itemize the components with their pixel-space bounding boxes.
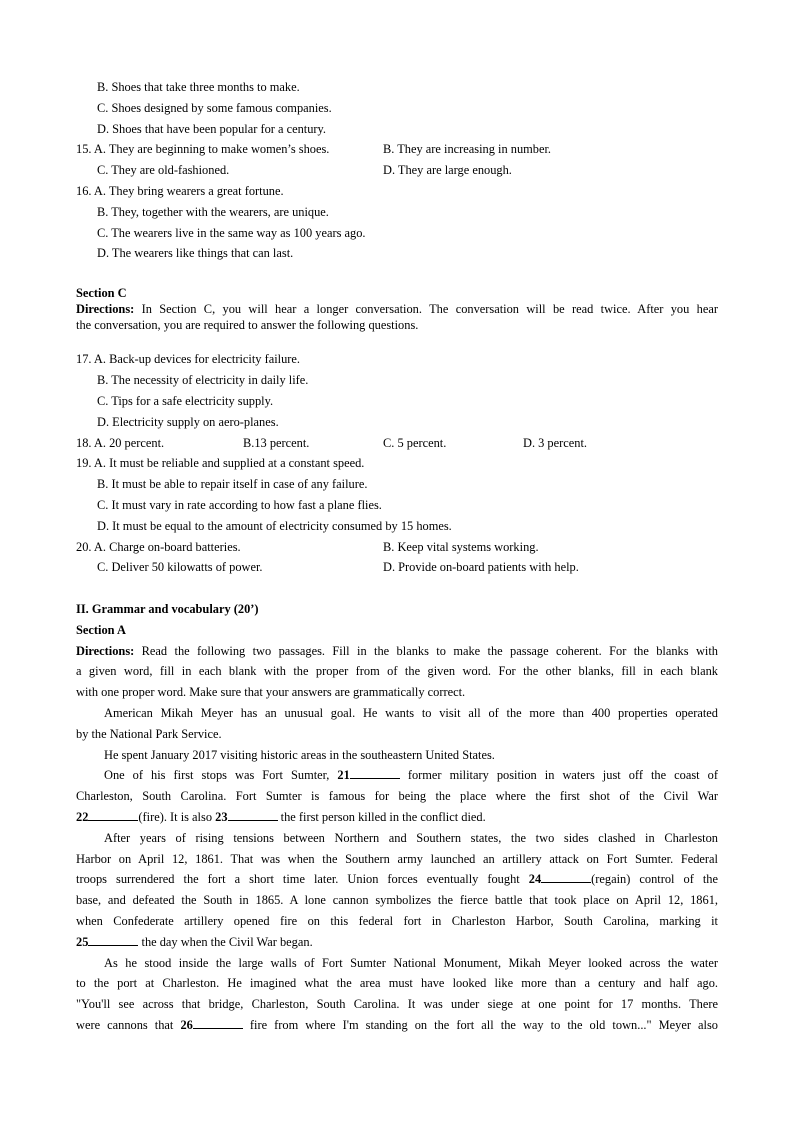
q15-option-a: A. They are beginning to make women’s shoes.: [93, 142, 330, 156]
directions-label: Directions:: [76, 302, 135, 316]
passage-p4-line-1: After years of rising tensions between Northern and Southern states, the two sides clashed in Charleston: [104, 831, 718, 845]
passage-p5-line-2: to the port at Charleston. He imagined what the area must have looked like more than a century and half ago.: [76, 976, 718, 990]
passage-p3-line-2: Charleston, South Carolina. Fort Sumter is famous for being the place where the first shot of the Civil War: [76, 789, 718, 803]
passage-p4-line-2: Harbor on April 12, 1861. That was when the Southern army launched an artillery attack on Fort Sumter. Federal: [76, 852, 718, 866]
q19-number: 19.: [76, 456, 92, 470]
q19-row-1: [76, 455, 364, 471]
blank-22-number: 22: [76, 810, 89, 824]
blank-21-number: 21: [337, 768, 350, 782]
q18-number: 18.: [76, 436, 92, 450]
q18-option-b: B.13 percent.: [243, 436, 310, 450]
blank-21[interactable]: [350, 767, 400, 779]
blank-23-number: 23: [215, 810, 228, 824]
section-c-directions-line-2: the conversation, you are required to answer the following questions.: [76, 318, 419, 332]
passage-p2: He spent January 2017 visiting historic areas in the southeastern United States.: [104, 748, 495, 762]
directions-label: Directions:: [76, 644, 135, 658]
q15-number: 15.: [76, 142, 92, 156]
q17-option-c: C. Tips for a safe electricity supply.: [97, 394, 274, 408]
q18-option-d: D. 3 percent.: [523, 436, 587, 450]
q17-row-1: [76, 351, 300, 367]
section-a-title: Section A: [76, 623, 126, 637]
blank-24-number: 24: [528, 872, 542, 886]
passage-p4-line-6: 25 the day when the Civil War began.: [76, 935, 313, 949]
q15-option-d: D. They are large enough.: [383, 163, 512, 177]
q17-number: 17.: [76, 352, 92, 366]
blank-25-number: 25: [76, 935, 89, 949]
q20-option-a: A. Charge on-board batteries.: [93, 540, 241, 554]
q14-option-c: C. Shoes designed by some famous companies.: [97, 101, 332, 115]
section-c-title: Section C: [76, 286, 127, 300]
q16-option-d: D. The wearers like things that can last.: [97, 246, 294, 260]
passage-p4-line-3: troops surrendered the fort a short time later. Union forces eventually fought 24 (regain) control of the: [76, 872, 718, 886]
blank-23[interactable]: [228, 809, 278, 821]
passage-p4-line-4: base, and defeated the South in 1865. A lone cannon symbolizes the fierce battle that took place on April 12, 1861,: [76, 893, 718, 907]
q14-option-d: D. Shoes that have been popular for a century.: [97, 122, 327, 136]
q19-option-d: D. It must be equal to the amount of electricity consumed by 15 homes.: [97, 519, 452, 533]
q20-option-d: D. Provide on-board patients with help.: [383, 560, 579, 574]
q16-row-1: [76, 183, 284, 199]
q20-option-c: C. Deliver 50 kilowatts of power.: [97, 560, 263, 574]
q19-option-b: B. It must be able to repair itself in case of any failure.: [97, 477, 368, 491]
q19-option-c: C. It must vary in rate according to how fast a plane flies.: [97, 498, 382, 512]
passage-p3-line-1: One of his first stops was Fort Sumter, 21 former military position in waters just off the coast of: [104, 768, 718, 782]
part-2-directions-line-1: Directions: Read the following two passages. Fill in the blanks to make the passage coherent. For the blanks with: [76, 644, 718, 658]
q20-number: 20.: [76, 540, 92, 554]
q17-option-a: A. Back-up devices for electricity failure.: [93, 352, 300, 366]
q15-option-b: B. They are increasing in number.: [383, 142, 552, 156]
passage-p3-line-3: 22 (fire). It is also 23 the first person killed in the conflict died.: [76, 810, 486, 824]
part-2-title: II. Grammar and vocabulary (20’): [76, 602, 259, 616]
blank-26[interactable]: [193, 1017, 243, 1029]
q18-row: [76, 435, 164, 451]
blank-22[interactable]: [88, 809, 138, 821]
q14-option-b: B. Shoes that take three months to make.: [97, 80, 300, 94]
q20-row-1: [76, 539, 241, 555]
blank-26-number: 26: [180, 1018, 193, 1032]
part-2-directions-line-3: with one proper word. Make sure that your answers are grammatically correct.: [76, 685, 466, 699]
part-2-directions-line-2: a given word, fill in each blank with the proper from of the given word. For the other blanks, fill in each blank: [76, 664, 718, 678]
passage-p1-line-2: by the National Park Service.: [76, 727, 222, 741]
q18-option-c: C. 5 percent.: [383, 436, 447, 450]
passage-p5-line-3: "You'll see across that bridge, Charleston, South Carolina. It was under siege at one point for 17 months. There: [76, 997, 718, 1011]
q19-option-a: A. It must be reliable and supplied at a constant speed.: [93, 456, 365, 470]
passage-p5-line-4: were cannons that 26 fire from where I'm standing on the fort all the way to the old town..." Meyer also: [76, 1018, 718, 1032]
passage-p5-line-1: As he stood inside the large walls of Fort Sumter National Monument, Mikah Meyer looked across the water: [104, 956, 718, 970]
q18-option-a: A. 20 percent.: [93, 436, 165, 450]
q17-option-b: B. The necessity of electricity in daily life.: [97, 373, 309, 387]
blank-24[interactable]: [541, 871, 591, 883]
q17-option-d: D. Electricity supply on aero-planes.: [97, 415, 279, 429]
q15-row-1: [76, 141, 329, 157]
q16-option-a: A. They bring wearers a great fortune.: [93, 184, 284, 198]
q15-option-c: C. They are old-fashioned.: [97, 163, 230, 177]
q20-option-b: B. Keep vital systems working.: [383, 540, 539, 554]
q16-option-b: B. They, together with the wearers, are unique.: [97, 205, 329, 219]
passage-p1-line-1: American Mikah Meyer has an unusual goal. He wants to visit all of the more than 400 properties operated: [104, 706, 718, 720]
passage-p4-line-5: when Confederate artillery opened fire on this federal fort in Charleston Harbor, South Carolina, marking it: [76, 914, 718, 928]
q16-number: 16.: [76, 184, 92, 198]
q16-option-c: C. The wearers live in the same way as 100 years ago.: [97, 226, 366, 240]
section-c-directions-line-1: Directions: In Section C, you will hear a longer conversation. The conversation will be read twice. After you hear: [76, 302, 718, 316]
blank-25[interactable]: [88, 934, 138, 946]
